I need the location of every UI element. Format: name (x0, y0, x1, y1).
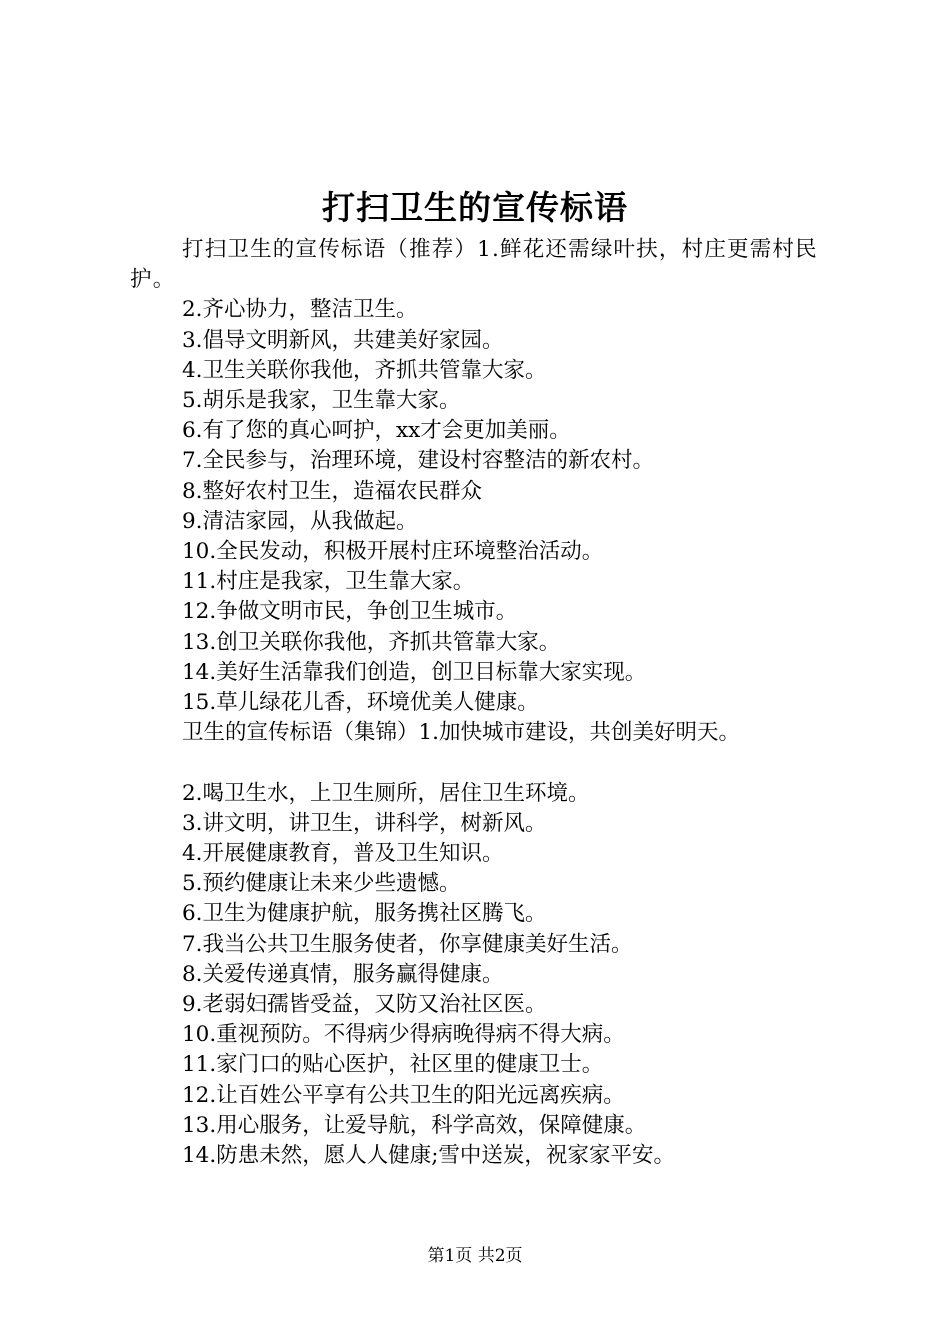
list-item: 2.喝卫生水，上卫生厕所，居住卫生环境。 (182, 780, 590, 806)
document-title: 打扫卫生的宣传标语 (322, 188, 628, 227)
list-item: 6.卫生为健康护航，服务携社区腾飞。 (182, 901, 547, 927)
paragraph-gap (130, 748, 850, 778)
list-item: 15.草儿绿花儿香，环境优美人健康。 (182, 690, 539, 716)
page-footer: 第1页 共2页 (427, 1246, 523, 1266)
section2-intro: 卫生的宣传标语（集锦）1.加快城市建设，共创美好明天。 (182, 720, 741, 746)
list-item: 8.关爱传递真情，服务赢得健康。 (182, 961, 504, 987)
list-item: 4.卫生关联你我他，齐抓共管靠大家。 (182, 357, 547, 383)
list-item: 5.预约健康让未来少些遗憾。 (182, 871, 461, 897)
list-item: 3.倡导文明新风，共建美好家园。 (182, 327, 504, 353)
section2-list (130, 779, 850, 1172)
list-item: 14.防患未然，愿人人健康;雪中送炭，祝家家平安。 (182, 1143, 675, 1169)
list-item: 10.重视预防。不得病少得病晚得病不得大病。 (182, 1022, 625, 1048)
list-item: 7.我当公共卫生服务使者，你享健康美好生活。 (182, 931, 633, 957)
list-item: 13.用心服务，让爱导航，科学高效，保障健康。 (182, 1112, 647, 1138)
list-item: 2.齐心协力，整洁卫生。 (182, 297, 418, 323)
list-item: 7.全民参与，治理环境，建设村容整洁的新农村。 (182, 448, 655, 474)
list-item: 9.清洁家园，从我做起。 (182, 508, 418, 534)
document-body (130, 235, 850, 1171)
list-item: 12.让百姓公平享有公共卫生的阳光远离疾病。 (182, 1082, 625, 1108)
list-item: 13.创卫关联你我他，齐抓共管靠大家。 (182, 629, 561, 655)
list-item: 11.家门口的贴心医护，社区里的健康卫士。 (182, 1052, 604, 1078)
list-item: 5.胡乐是我家，卫生靠大家。 (182, 388, 461, 414)
list-item: 9.老弱妇孺皆受益，又防又治社区医。 (182, 992, 547, 1018)
list-item: 14.美好生活靠我们创造，创卫目标靠大家实现。 (182, 659, 647, 685)
list-item: 3.讲文明，讲卫生，讲科学，树新风。 (182, 810, 547, 836)
section1-list (130, 295, 850, 718)
list-item: 12.争做文明市民，争创卫生城市。 (182, 599, 518, 625)
list-item: 10.全民发动，积极开展村庄环境整治活动。 (182, 539, 604, 565)
list-item: 6.有了您的真心呵护，xx才会更加美丽。 (182, 418, 571, 444)
list-item: 4.开展健康教育，普及卫生知识。 (182, 841, 504, 867)
list-item: 11.村庄是我家，卫生靠大家。 (182, 569, 475, 595)
list-item: 8.整好农村卫生，造福农民群众 (182, 478, 483, 504)
section1-intro: 打扫卫生的宣传标语（推荐）1.鲜花还需绿叶扶，村庄更需村民护。 (130, 237, 818, 293)
